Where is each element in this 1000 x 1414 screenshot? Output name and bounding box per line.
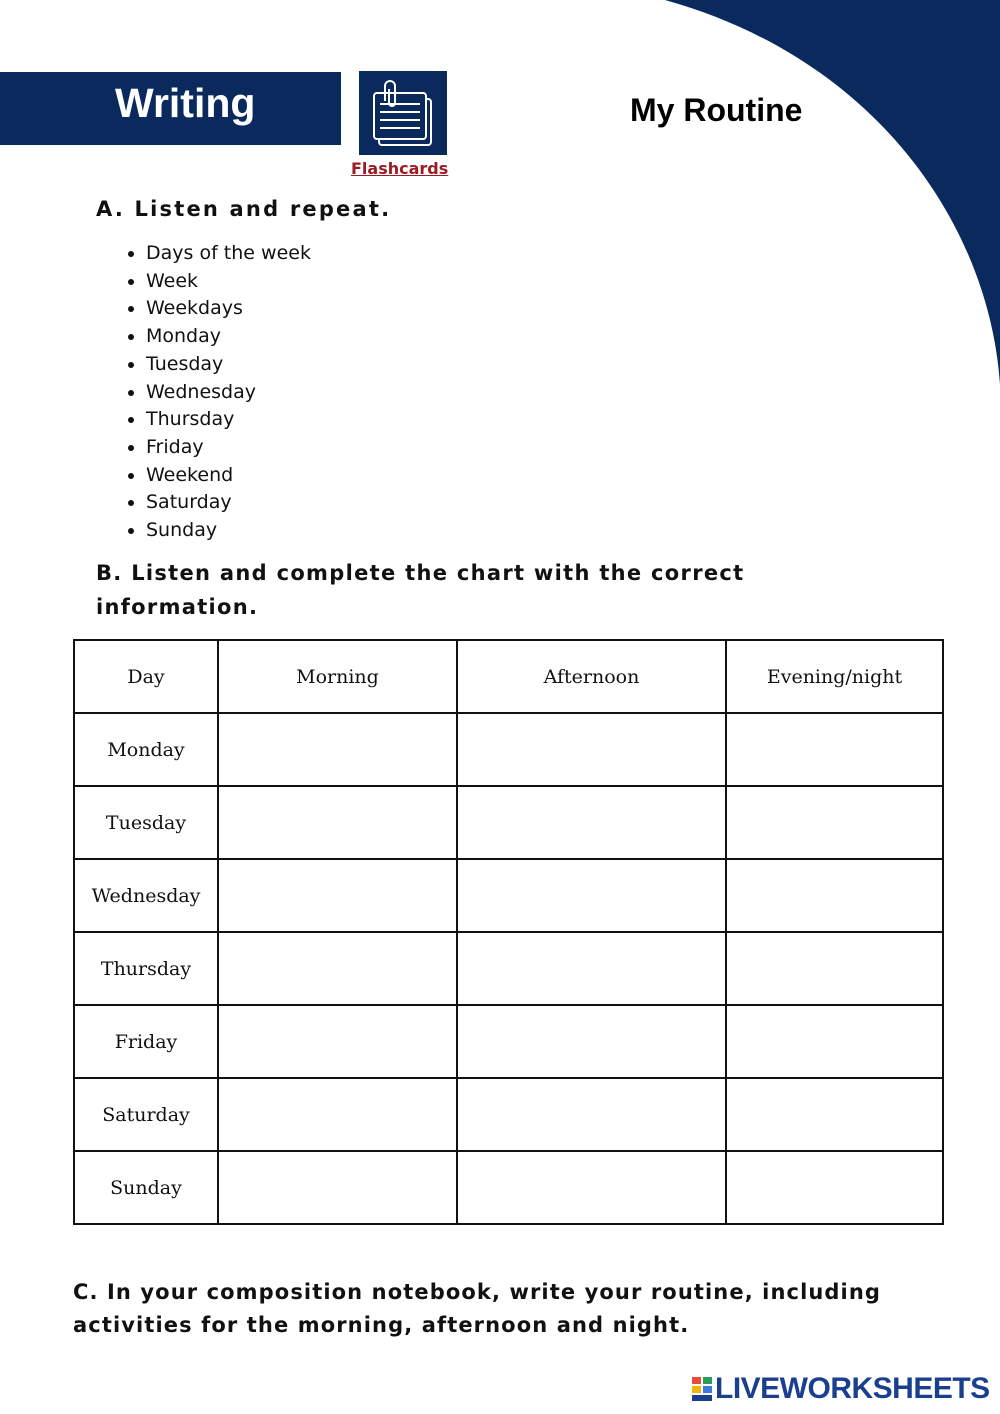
page-title: My Routine <box>630 92 803 128</box>
row-day-label: Tuesday <box>74 786 218 859</box>
table-row <box>74 786 943 859</box>
answer-cell[interactable] <box>457 1151 726 1224</box>
answer-cell[interactable] <box>457 932 726 1005</box>
answer-cell[interactable] <box>218 1151 457 1224</box>
answer-cell[interactable] <box>218 1005 457 1078</box>
table-row <box>74 713 943 786</box>
vocabulary-list <box>104 240 311 545</box>
list-item: • Weekdays <box>146 295 311 323</box>
answer-cell[interactable] <box>726 1151 943 1224</box>
answer-cell[interactable] <box>457 1005 726 1078</box>
answer-cell[interactable] <box>726 1005 943 1078</box>
column-header: Morning <box>218 640 457 713</box>
liveworksheets-brand <box>692 1372 990 1406</box>
row-day-label: Sunday <box>74 1151 218 1224</box>
list-item: • Saturday <box>146 489 311 517</box>
column-header: Evening/night <box>726 640 943 713</box>
answer-cell[interactable] <box>218 713 457 786</box>
table-row <box>74 1078 943 1151</box>
answer-cell[interactable] <box>726 1078 943 1151</box>
table-row <box>74 1151 943 1224</box>
answer-cell[interactable] <box>218 859 457 932</box>
answer-cell[interactable] <box>726 786 943 859</box>
answer-cell[interactable] <box>726 859 943 932</box>
row-day-label: Monday <box>74 713 218 786</box>
list-item: • Tuesday <box>146 351 311 379</box>
table-header-row <box>74 640 943 713</box>
row-day-label: Friday <box>74 1005 218 1078</box>
table-row <box>74 859 943 932</box>
table-row <box>74 1005 943 1078</box>
notepad-clip-icon <box>359 71 447 155</box>
column-header: Afternoon <box>457 640 726 713</box>
list-item: • Wednesday <box>146 379 311 407</box>
list-item: • Friday <box>146 434 311 462</box>
liveworksheets-logo-icon <box>692 1376 712 1402</box>
section-a-heading: A. Listen and repeat. <box>96 197 392 221</box>
answer-cell[interactable] <box>726 932 943 1005</box>
answer-cell[interactable] <box>218 786 457 859</box>
section-c-heading: C. In your composition notebook, write your routine, including activities for the morning, afternoon and night. <box>73 1280 882 1337</box>
section-b-heading: B. Listen and complete the chart with the correct information. <box>96 561 745 619</box>
list-item: • Week <box>146 268 311 296</box>
answer-cell[interactable] <box>457 1078 726 1151</box>
table-row <box>74 932 943 1005</box>
answer-cell[interactable] <box>218 1078 457 1151</box>
list-item: • Days of the week <box>146 240 311 268</box>
row-day-label: Wednesday <box>74 859 218 932</box>
list-item: • Sunday <box>146 517 311 545</box>
flashcards-logo[interactable] <box>359 71 447 155</box>
list-item: • Thursday <box>146 406 311 434</box>
answer-cell[interactable] <box>457 859 726 932</box>
answer-cell[interactable] <box>218 932 457 1005</box>
list-item: • Weekend <box>146 462 311 490</box>
list-item: • Monday <box>146 323 311 351</box>
answer-cell[interactable] <box>457 713 726 786</box>
answer-cell[interactable] <box>726 713 943 786</box>
column-header: Day <box>74 640 218 713</box>
row-day-label: Saturday <box>74 1078 218 1151</box>
banner-title: Writing <box>115 80 256 126</box>
routine-chart <box>73 639 944 1225</box>
flashcards-link[interactable]: Flashcards <box>351 159 449 178</box>
brand-text: LIVEWORKSHEETS <box>715 1372 990 1405</box>
row-day-label: Thursday <box>74 932 218 1005</box>
answer-cell[interactable] <box>457 786 726 859</box>
